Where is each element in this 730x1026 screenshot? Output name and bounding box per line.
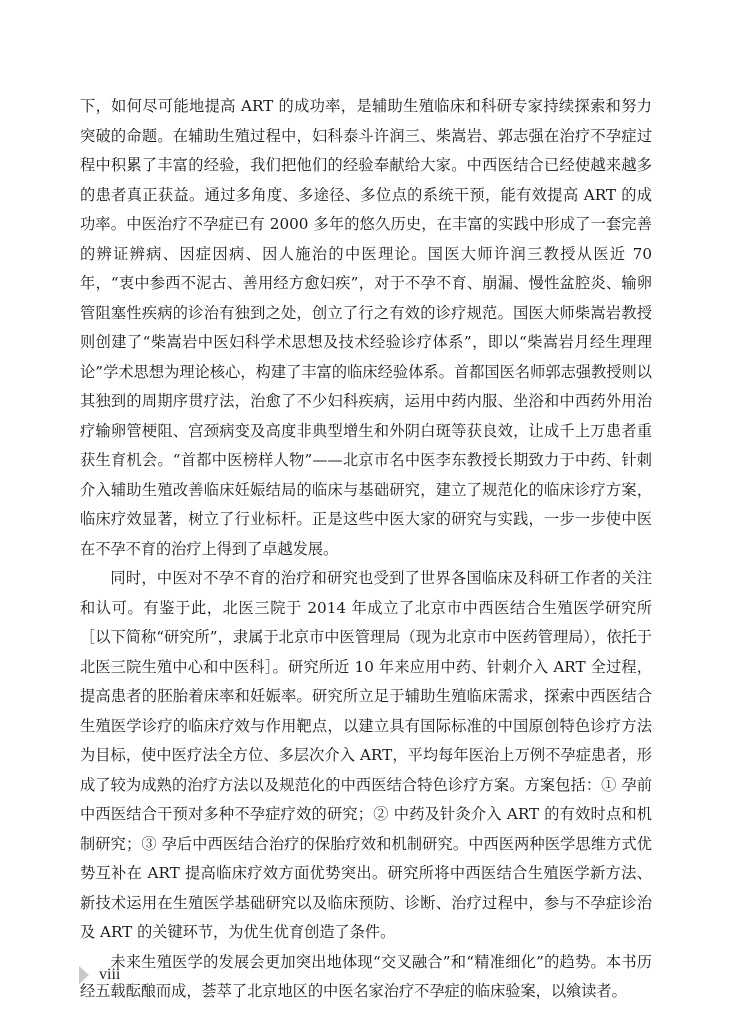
page-footer — [79, 966, 120, 984]
paragraph-3: 未来生殖医学的发展会更加突出地体现“交叉融合”和“精准细化”的趋势。本书历经五载酝酿而成，荟萃了北京地区的中医名家治疗不孕症的临床验案，以飨读者。 — [80, 952, 652, 1000]
page-marker-triangle-icon — [79, 966, 89, 984]
paragraph-2: 同时，中医对不孕不育的治疗和研究也受到了世界各国临床及科研工作者的关注和认可。有鉴于此，北医三院于 2014 年成立了北京市中西医结合生殖医学研究所［以下简称“研究所”，隶属于北京市中医管理局（现为北京市中医药管理局），依托于北医三院生殖中心和中医科］。研究所近 10 年来应用中药、针刺介入 ART 全过程，提高患者的胚胎着床率和妊娠率。研究所立足于辅助生殖临床需求，探索中西医结合生殖医学诊疗的临床疗效与作用靶点，以建立具有国际标准的中国原创特色诊疗方法为目标，使中医疗法全方位、多层次介入 ART，平均每年医治上万例不孕症患者，形成了较为成熟的治疗方法以及规范化的中西医结合特色诊疗方案。方案包括：① 孕前中西医结合干预对多种不孕症疗效的研究；② 中药及针灸介入 ART 的有效时点和机制研究；③ 孕后中西医结合治疗的保胎疗效和机制研究。中西医两种医学思维方式优势互补在 ART 提高临床疗效方面优势突出。研究所将中西医结合生殖医学新方法、新技术运用在生殖医学基础研究以及临床预防、诊断、治疗过程中，参与不孕症诊治及 ART 的关键环节，为优生优育创造了条件。 — [80, 569, 652, 941]
page-number: viii — [99, 966, 121, 983]
paragraph-1: 下，如何尽可能地提高 ART 的成功率，是辅助生殖临床和科研专家持续探索和努力突破的命题。在辅助生殖过程中，妇科泰斗许润三、柴嵩岩、郭志强在治疗不孕症过程中积累了丰富的经验，我们把他们的经验奉献给大家。中西医结合已经使越来越多的患者真正获益。通过多角度、多途径、多位点的系统干预，能有效提高 ART 的成功率。中医治疗不孕症已有 2000 多年的悠久历史，在丰富的实践中形成了一套完善的辨证辨病、因症因病、因人施治的中医理论。国医大师许润三教授从医近 70 年，“衷中参西不泥古、善用经方愈妇疾”，对于不孕不育、崩漏、慢性盆腔炎、输卵管阻塞性疾病的诊治有独到之处，创立了行之有效的诊疗规范。国医大师柴嵩岩教授则创建了“柴嵩岩中医妇科学术思想及技术经验诊疗体系”，即以“柴嵩岩月经生理理论”学术思想为理论核心，构建了丰富的临床经验体系。首都国医名师郭志强教授则以其独到的周期序贯疗法，治愈了不少妇科疾病，运用中药内服、坐浴和中西药外用治疗输卵管梗阻、宫颈病变及高度非典型增生和外阴白斑等获良效，让成千上万患者重获生育机会。“首都中医榜样人物”——北京市名中医李东教授长期致力于中药、针刺介入辅助生殖改善临床妊娠结局的临床与基础研究，建立了规范化的临床诊疗方案，临床疗效显著，树立了行业标杆。正是这些中医大家的研究与实践，一步一步使中医在不孕不育的治疗上得到了卓越发展。 — [80, 97, 652, 558]
page-body — [80, 92, 652, 1007]
